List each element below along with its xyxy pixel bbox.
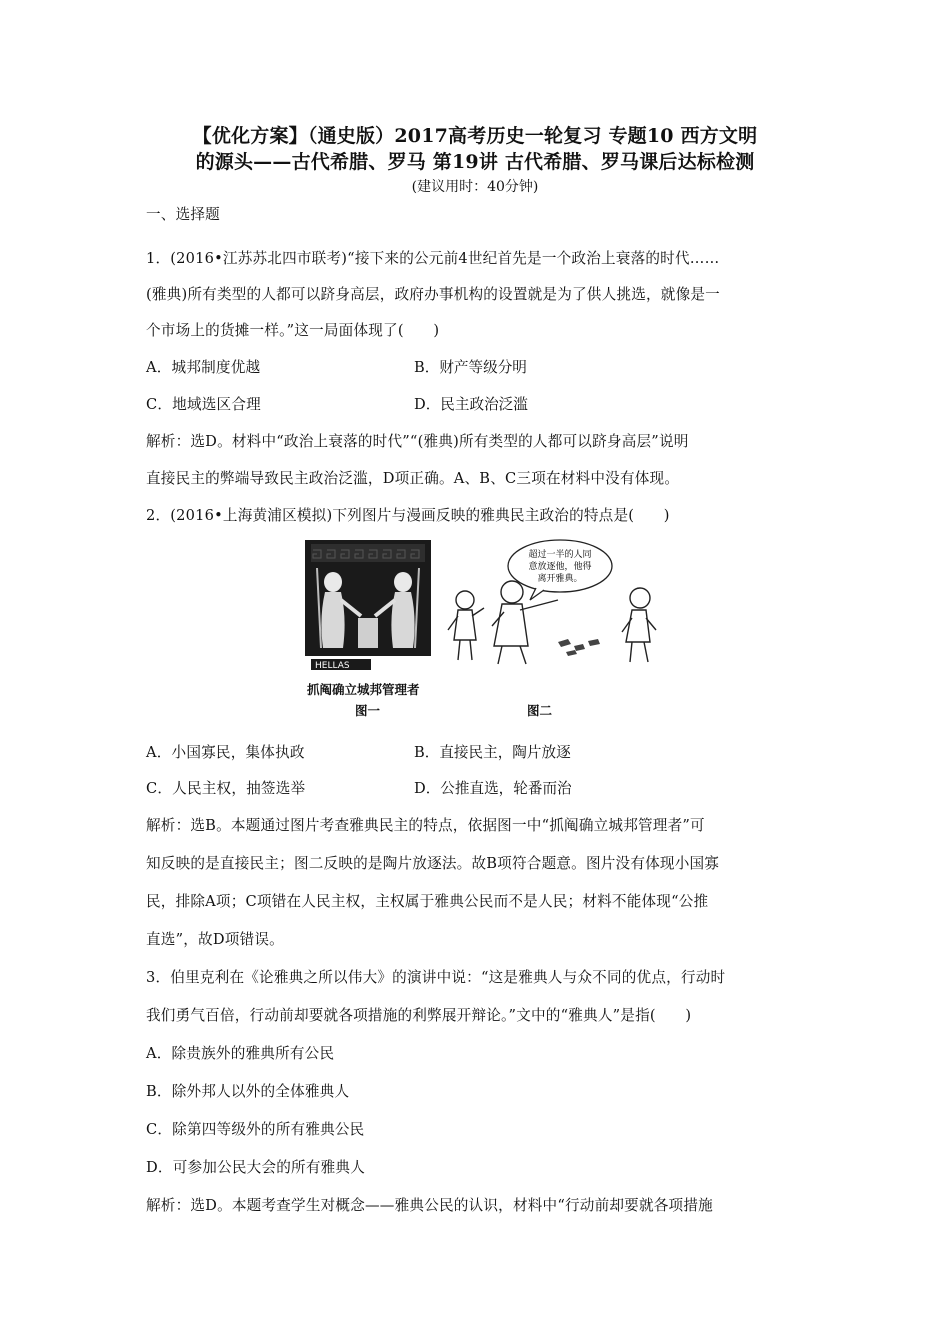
q2-answer-line-1: 解析：选B。本题通过图片考查雅典民主的特点，依据图一中“抓阄确立城邦管理者”可 (146, 817, 705, 834)
speech-bubble-tail (530, 588, 544, 600)
q3-option-d: D．可参加公民大会的所有雅典人 (146, 1159, 366, 1176)
cartoon-pointing-man (492, 581, 558, 664)
q3-option-b: B．除外邦人以外的全体雅典人 (146, 1083, 350, 1100)
document-title (130, 123, 820, 175)
q2-answer-line-2: 知反映的是直接民主；图二反映的是陶片放逐法。故B项符合题意。图片没有体现小国寡 (146, 855, 720, 872)
q1-line-2: (雅典)所有类型的人都可以跻身高层，政府办事机构的设置就是为了供人挑选，就像是一 (146, 286, 720, 303)
bubble-text-line-2: 意放逐他，他得 (528, 562, 592, 572)
q1-answer-line-1: 解析：选D。材料中“政治上衰落的时代”“(雅典)所有类型的人都可以跻身高层”说明 (146, 433, 689, 450)
figure-2-ostracism-cartoon (440, 538, 670, 678)
game-board (358, 618, 378, 648)
cartoon-boy-figure (448, 591, 484, 660)
q1-line-1: 1．(2016•江苏苏北四市联考)“接下来的公元前4世纪首先是一个政治上衰落的时代…… (146, 250, 720, 267)
q3-line-2: 我们勇气百倍，行动前却要就各项措施的利弊展开辩论。”文中的“雅典人”是指( ) (146, 1007, 692, 1024)
section-heading: 一、选择题 (146, 206, 220, 223)
q2-option-c: C．人民主权，抽签选举 (146, 780, 306, 797)
q2-line-1: 2．(2016•上海黄浦区模拟)下列图片与漫画反映的雅典民主政治的特点是( ) (146, 507, 670, 524)
q3-line-1: 3．伯里克利在《论雅典之所以伟大》的演讲中说：“这是雅典人与众不同的优点，行动时 (146, 969, 726, 986)
time-note: (建议用时：40分钟) (411, 179, 539, 195)
title-line-1: 【优化方案】（通史版）2017高考历史一轮复习 专题10 西方文明 (192, 125, 758, 147)
q3-answer-line-1: 解析：选D。本题考查学生对概念——雅典公民的认识，材料中“行动前却要就各项措施 (146, 1197, 713, 1214)
q3-option-c: C．除第四等级外的所有雅典公民 (146, 1121, 365, 1138)
pottery-shards (558, 639, 600, 656)
q1-line-3: 个市场上的货摊一样。”这一局面体现了( ) (146, 322, 440, 339)
figure-1-label: 图一 (355, 703, 381, 718)
hellas-banner-text: HELLAS (315, 661, 350, 671)
q2-option-d: D．公推直选，轮番而治 (414, 780, 572, 797)
bubble-text-line-1: 超过一半的人同 (528, 550, 592, 560)
q1-answer-line-2: 直接民主的弊端导致民主政治泛滥，D项正确。A、B、C三项在材料中没有体现。 (146, 470, 680, 487)
q1-option-c: C．地域选区合理 (146, 396, 261, 413)
q2-option-a: A．小国寡民，集体执政 (146, 744, 305, 761)
q2-answer-line-3: 民，排除A项；C项错在人民主权，主权属于雅典公民而不是人民；材料不能体现“公推 (146, 893, 709, 910)
figure-2-label: 图二 (527, 703, 553, 718)
q3-option-a: A．除贵族外的雅典所有公民 (146, 1045, 335, 1062)
title-line-2: 的源头——古代希腊、罗马 第19讲 古代希腊、罗马课后达标检测 (195, 151, 755, 173)
cartoon-exiled-man (622, 588, 656, 662)
q1-option-b: B．财产等级分明 (414, 359, 527, 376)
bubble-text-line-3: 离开雅典。 (537, 574, 583, 584)
q2-answer-line-4: 直选”，故D项错误。 (146, 931, 284, 948)
q2-figure (295, 538, 675, 718)
vase-border-band (311, 544, 425, 562)
q1-option-a: A．城邦制度优越 (146, 359, 261, 376)
figure-1-vase-painting (303, 538, 433, 678)
figure-1-caption: 抓阄确立城邦管理者 (307, 682, 420, 697)
q2-option-b: B．直接民主，陶片放逐 (414, 744, 571, 761)
q1-option-d: D．民主政治泛滥 (414, 396, 528, 413)
